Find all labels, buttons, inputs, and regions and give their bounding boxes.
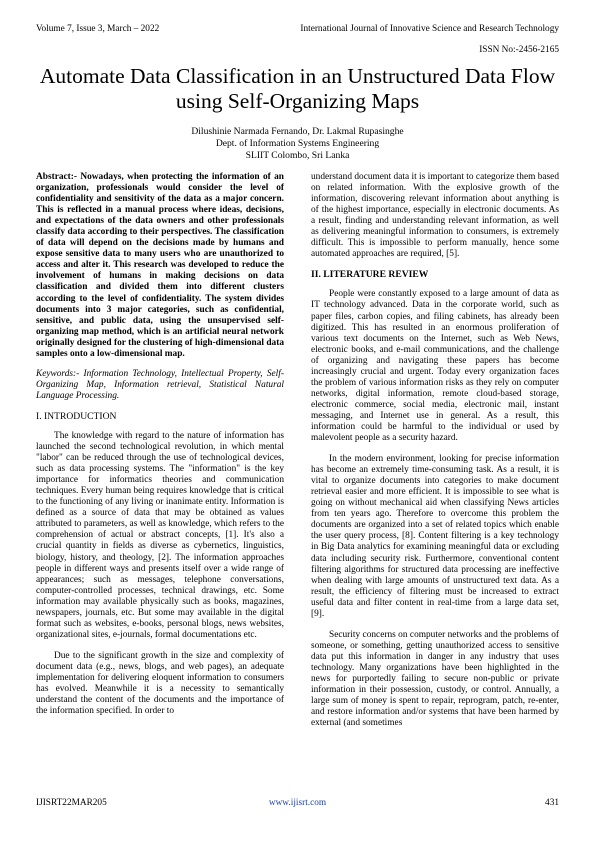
paragraph: Due to the significant growth in the size and complexity of document data (e.g., news, blogs, and web pages), an adequate implementation for delivering eloquent information to consumers has evolved. Meanwhile it is a necessity to semantically understand the content of the documents and the importance of the information specified. In order to	[36, 650, 284, 717]
header-journal: International Journal of Innovative Science and Research Technology	[300, 24, 559, 34]
institution: SLIIT Colombo, Sri Lanka	[245, 150, 350, 161]
footer-paper-id: IJISRT22MAR205	[36, 798, 107, 808]
authors: Dilushinie Narmada Fernando, Dr. Lakmal Rupasinghe	[191, 126, 404, 137]
left-column	[36, 172, 284, 717]
paragraph: People were constantly exposed to a large amount of data as IT technology advanced. Data in the corporate world, such as paper files, carbon copies, and filing cabinets, has already been digitized. This has resulted in an enormous proliferation of various text documents on the Internet, such as Web News, electronic books, and e-mail communications, and the challenge of organizing and navigating these papers has become increasingly crucial and urgent. Today every organization faces the problem of various information risks as they rely on computer networks, digital information, remote cloud-based storage, electronic commerce, social media, electronic mail, instant messaging, and Internet use in general. As a result, this information could be harmful to the individual or used by malevolent people as a security hazard.	[311, 289, 559, 444]
section-heading-introduction: I. INTRODUCTION	[36, 410, 117, 422]
footer-website-link[interactable]: www.ijisrt.com	[268, 798, 327, 808]
department: Dept. of Information Systems Engineering	[215, 138, 380, 149]
section-heading-literature-review: II. LITERATURE REVIEW	[311, 269, 429, 281]
paragraph: understand document data it is important to categorize them based on related information. With the explosive growth of the information, discovering relevant information about anything is of the highest importance, especially in electronic documents. As a result, finding and understanding relevant information, as well as delivering meaningful information to consumers, is extremely difficult. This is impossible to perform manually, hence some automated approaches are required, [5].	[311, 172, 559, 260]
abstract: Abstract:- Nowadays, when protecting the information of an organization, professionals would consider the level of confidentiality and sensitivity of the data as a major concern. This is reflected in a manual process where ideas, decisions, and expectations of the data owners and other professionals classify data according to their perspectives. The classification of data will depend on the decisions made by humans and expose sensitive data to many users who are unauthorized to access and alter it. This research was developed to reduce the involvement of humans in making decisions on data classification and divided them into different clusters according to the level of confidentiality. The system divides documents into 3 major categories, such as confidential, sensitive, and public data, using the unsupervised self-organizing map method, which is an artificial neural network originally designed for the clustering of high-dimensional data samples onto a low-dimensional map.	[36, 172, 284, 359]
right-column	[311, 172, 559, 729]
paragraph: Security concerns on computer networks and the problems of someone, or something, getting unauthorized access to sensitive data put this information in danger in any industry that uses technology. Many organizations have been highlighted in the news for purportedly failing to secure non-public or private information in their possession, custody, or control. Annually, a large sum of money is spent to repair, reprogram, patch, re-enter, and restore information and/or systems that have been harmed by external (and sometimes	[311, 629, 559, 729]
paper-title: Automate Data Classification in an Unstructured Data Flow using Self-Organizing Maps	[39, 64, 556, 113]
paragraph: In the modern environment, looking for precise information has become an extremely time-consuming task. As a result, it is vital to organize documents into categories to make document retrieval easier and more efficient. It is impossible to see what is going on without mechanical aid when classifying News articles from ten years ago. Therefore to overcome this problem the documents are organized into a set of related topics which enable the user query process, [8]. Content filtering is a key technology in Big Data analytics for examining meaningful data or excluding data including security risk. Furthermore, conventional content filtering algorithms for structured data processing are ineffective when dealing with large amounts of unstructured text data. As a result, the efficiency of filtering must be increased to extract useful data and filter content in real-time from a large data set, [9].	[311, 454, 559, 619]
footer-page-number: 431	[545, 798, 559, 808]
paragraph: The knowledge with regard to the nature of information has launched the second technological revolution, in which mental "labor" can be reduced through the use of technological devices, such as data processing systems. The "information" is the key importance for informatics theories and communication techniques. Every human being requires knowledge that is critical to the functioning of any living or inanimate entity. Information is defined as a source of data that may be obtained as values attributed to parameters, as well as knowledge, which refers to the comprehension of actual or abstract concepts, [1]. It's also a crucial quantity in fields as diverse as cybernetics, linguistics, biology, history, and theology, [2]. The information approaches people in different ways and presents itself over a wide range of appearances; such as messages, telephone conversations, computer-controlled processes, technical drawings, etc. Some information may available physically such as books, magazines, newspapers, journals, etc. But some may available in the digital format such as websites, e-books, personal blogs, news websites, organizational sites, e-journals, formal documentations etc.	[36, 430, 284, 640]
header-issn: ISSN No:-2456-2165	[479, 45, 559, 55]
keywords: Keywords:- Information Technology, Intellectual Property, Self-Organizing Map, Information retrieval, Statistical Natural Language Processing.	[36, 368, 284, 401]
author-block	[36, 126, 559, 162]
header-volume: Volume 7, Issue 3, March – 2022	[36, 24, 160, 34]
